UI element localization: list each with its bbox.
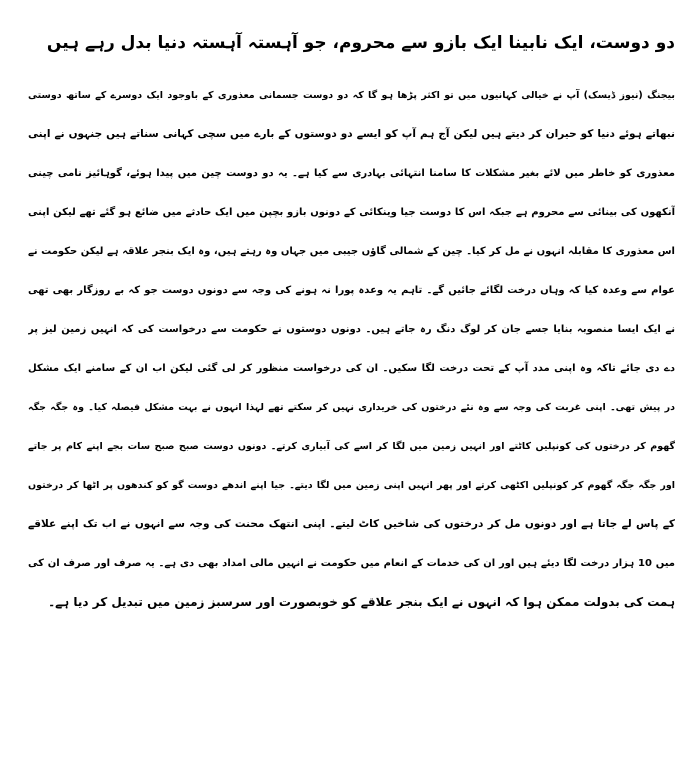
- article-body: [28, 76, 675, 622]
- article-line: میں 10 ہزار درخت لگا دیئے ہیں اور ان کی خدمات کے انعام میں حکومت نے انہیں مالی امداد بھی دی ہے۔ یہ صرف اور صرف ان کی: [28, 558, 675, 569]
- article-line: دے دی جائے تاکہ وہ اپنی مدد آپ کے تحت درخت لگا سکیں۔ ان کی درخواست منظور کر لی گئی لیکن اب ان کے سامنے ایک مشکل: [28, 363, 675, 374]
- article-line: بیجنگ (نیوز ڈیسک) آپ نے خیالی کہانیوں میں تو اکثر پڑھا ہو گا کہ دو دوست جسمانی معذوری کے باوجود ایک دوسرے کے ساتھ دوستی: [28, 90, 675, 101]
- article-line: آنکھوں کی بینائی سے محروم ہے جبکہ اس کا دوست جیا وینکائی کے دونوں بازو بچپن میں ایک حادثے میں ضائع ہو گئے تھے لیکن اپنی: [28, 207, 675, 218]
- article-line: نے ایک ایسا منصوبہ بنایا جسے جان کر لوگ دنگ رہ جاتے ہیں۔ دونوں دوستوں نے حکومت سے درخواست کی کہ انہیں زمین لیز پر: [28, 324, 675, 335]
- article-line: نبھاتے ہوئے دنیا کو حیران کر دیتے ہیں لیکن آج ہم آپ کو ایسے دو دوستوں کے بارے میں سچی کہانی سناتے ہیں جنہوں نے اپنی: [28, 128, 675, 140]
- article-line: اس معذوری کا مقابلہ انہوں نے مل کر کیا۔ چین کے شمالی گاؤں جیبی میں جہاں وہ رہتے ہیں، وہ ایک بنجر علاقہ ہے لیکن حکومت نے: [28, 246, 675, 257]
- article-line: معذوری کو خاطر میں لائے بغیر مشکلات کا سامنا انتہائی بہادری سے کیا ہے۔ یہ دو دوست چین میں پیدا ہوئے، گوہائیز نامی چینی: [28, 168, 675, 179]
- article-line: اور جگہ جگہ گھوم کر کونپلیں اکٹھی کرتے اور پھر انہیں اپنی زمین میں لگا دیتے۔ جیا اپنے اندھے دوست گو کو کندھوں پر اٹھا کر درختوں: [28, 480, 675, 491]
- article-line: گھوم کر درختوں کی کونپلیں کاٹتے اور انہیں زمین میں لگا کر اسے کی آبیاری کرتے۔ دونوں دوست صبح صبح سات بجے اپنے کام پر جاتے: [28, 441, 675, 452]
- article-line: عوام سے وعدہ کیا کہ وہاں درخت لگائے جائیں گے۔ تاہم یہ وعدہ پورا نہ ہونے کی وجہ سے دونوں دوست جو کہ بے روزگار بھی تھی: [28, 285, 675, 296]
- article-line: کے پاس لے جاتا ہے اور دونوں مل کر درختوں کی شاخیں کاٹ لیتے۔ اپنی انتھک محنت کی وجہ سے انہوں نے اب تک اپنے علاقے: [28, 518, 675, 530]
- article-line: ہمت کی بدولت ممکن ہوا کہ انہوں نے ایک بنجر علاقے کو خوبصورت اور سرسبز زمین میں تبدیل کر دیا ہے۔: [48, 595, 675, 609]
- headline: دو دوست، ایک نابینا ایک بازو سے محروم، جو آہستہ آہستہ دنیا بدل رہے ہیں: [46, 33, 675, 53]
- article-line: در پیش تھی۔ اپنی غربت کی وجہ سے وہ نئے درختوں کی خریداری نہیں کر سکتے تھے لہذا انہوں نے بہت مشکل فیصلہ کیا۔ وہ جگہ جگہ: [28, 402, 675, 413]
